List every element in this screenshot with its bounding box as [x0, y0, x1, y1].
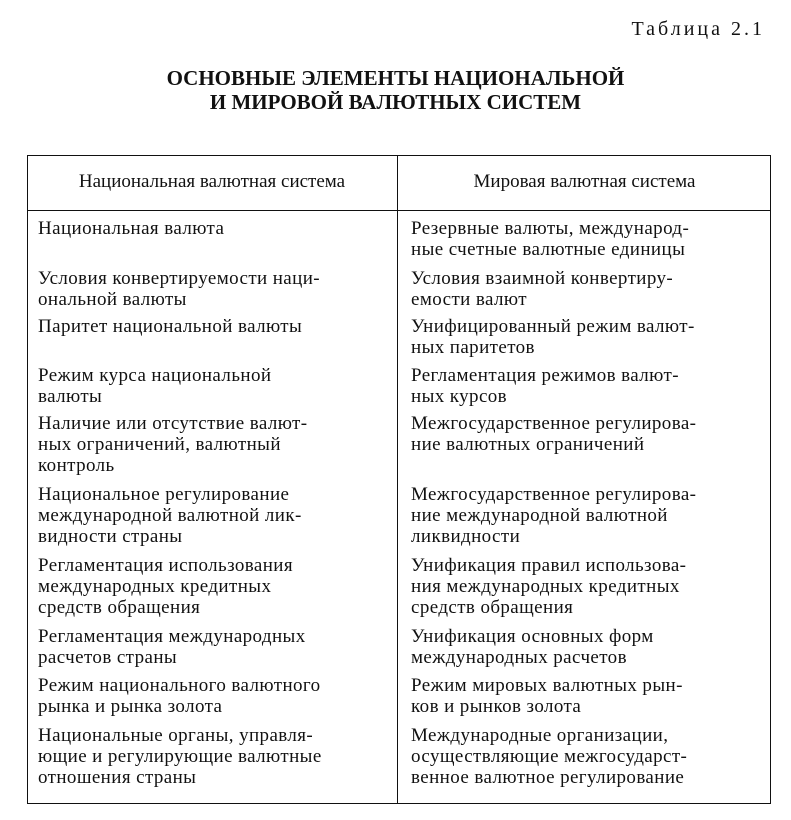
cell-world: Резервные валюты, международ- ные счетные валютные единицы	[411, 218, 690, 260]
cell-national: Национальные органы, управля- ющие и регулирующие валютные отношения страны	[38, 725, 322, 788]
cell-world: Унификация правил использова- ния международных кредитных средств обращения	[411, 555, 687, 618]
cell-world: Регламентация режимов валют- ных курсов	[411, 365, 679, 407]
cell-world: Режим мировых валютных рын- ков и рынков золота	[411, 675, 683, 717]
cell-national: Режим национального валютного рынка и рынка золота	[38, 675, 321, 717]
cell-world: Межгосударственное регулирова- ние валютных ограничений	[411, 413, 697, 455]
cell-national: Режим курса национальной валюты	[38, 365, 272, 407]
cell-world: Межгосударственное регулирова- ние международной валютной ликвидности	[411, 484, 697, 547]
title-line-1: ОСНОВНЫЕ ЭЛЕМЕНТЫ НАЦИОНАЛЬНОЙ	[166, 66, 625, 90]
cell-world: Международные организации, осуществляющие межгосударст- венное валютное регулирование	[411, 725, 688, 788]
cell-national: Национальное регулирование международной валютной лик- видности страны	[38, 484, 302, 547]
column-divider	[397, 155, 398, 804]
cell-national: Регламентация использования международных кредитных средств обращения	[38, 555, 293, 618]
cell-national: Регламентация международных расчетов страны	[38, 626, 306, 668]
title-line-2: И МИРОВОЙ ВАЛЮТНЫХ СИСТЕМ	[209, 90, 582, 114]
page-title	[0, 66, 791, 114]
header-national: Национальная валютная система	[78, 171, 346, 192]
header-divider	[27, 210, 771, 211]
cell-national: Паритет национальной валюты	[38, 316, 303, 337]
cell-national: Условия конвертируемости наци- ональной валюты	[38, 268, 321, 310]
cell-world: Унифицированный режим валют- ных паритетов	[411, 316, 695, 358]
header-world: Мировая валютная система	[473, 171, 696, 192]
cell-national: Наличие или отсутствие валют- ных ограничений, валютный контроль	[38, 413, 308, 476]
cell-national: Национальная валюта	[38, 218, 225, 239]
cell-world: Унификация основных форм международных расчетов	[411, 626, 654, 668]
cell-world: Условия взаимной конвертиру- емости валют	[411, 268, 674, 310]
table-number-label: Таблица 2.1	[631, 18, 765, 40]
